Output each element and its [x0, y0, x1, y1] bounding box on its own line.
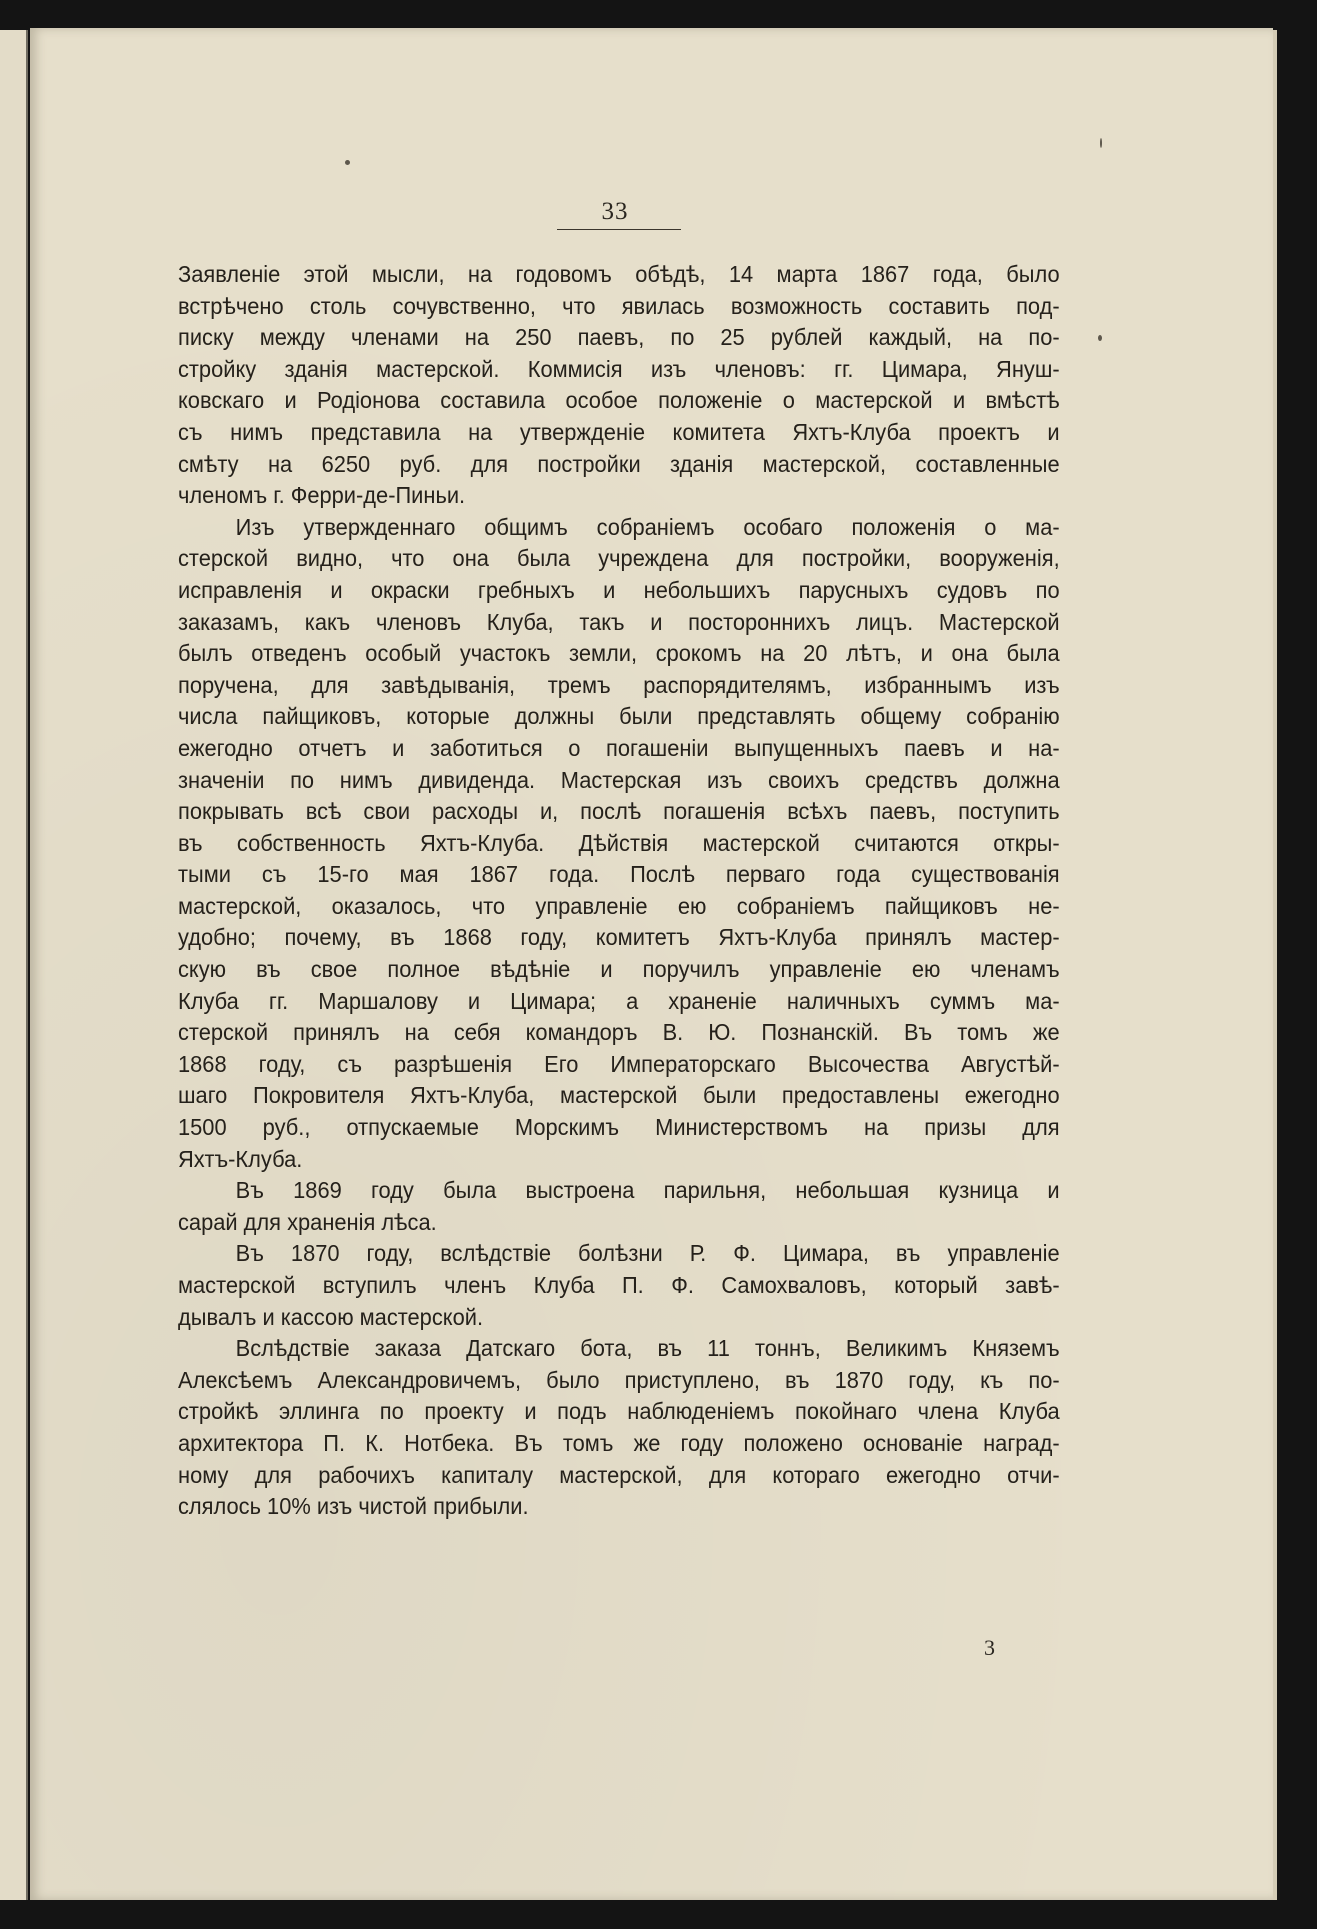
text-line: Алексѣемъ Александровичемъ, было приступлено, въ 1870 году, къ по-	[178, 1366, 1060, 1393]
text-line: тыми съ 15-го мая 1867 года. Послѣ перваго года существованія	[178, 861, 1060, 888]
text-line: значеніи по нимъ дивиденда. Мастерская изъ своихъ средствъ должна	[178, 766, 1060, 793]
text-line: скую въ свое полное вѣдѣніе и поручилъ управленіе ею членамъ	[178, 956, 1060, 983]
text-line: стерской принялъ на себя командоръ В. Ю. Познанскій. Въ томъ же	[178, 1019, 1060, 1046]
paragraph	[178, 1333, 1060, 1523]
paper-speck	[345, 160, 350, 165]
text-line: Въ 1870 году, вслѣдствіе болѣзни Р. Ф. Цимара, въ управленіе	[235, 1240, 1060, 1267]
previous-page-edge	[0, 30, 28, 1900]
text-line: въ собственность Яхтъ-Клуба. Дѣйствія мастерской считаются откры-	[178, 829, 1060, 856]
text-line: Изъ утвержденнаго общимъ собраніемъ особаго положенія о ма-	[235, 513, 1060, 540]
text-line: членомъ г. Ферри-де-Пиньи.	[178, 482, 466, 509]
text-line: ному для рабочихъ капиталу мастерской, для котораго ежегодно отчи-	[178, 1461, 1060, 1488]
text-line: дывалъ и кассою мастерской.	[178, 1303, 484, 1330]
text-line: исправленія и окраски гребныхъ и небольшихъ парусныхъ судовъ по	[178, 576, 1060, 603]
paragraph	[178, 512, 1060, 1175]
text-line: стройкѣ эллинга по проекту и подъ наблюденіемъ покойнаго члена Клуба	[178, 1398, 1060, 1425]
text-line: стерской видно, что она была учреждена для постройки, вооруженія,	[178, 545, 1060, 572]
text-line: шаго Покровителя Яхтъ-Клуба, мастерской были предоставлены ежегодно	[178, 1082, 1060, 1109]
text-line: числа пайщиковъ, которые должны были представлять общему собранію	[178, 703, 1060, 730]
text-line: ежегодно отчетъ и заботиться о погашеніи выпущенныхъ паевъ и на-	[178, 734, 1060, 761]
text-line: смѣту на 6250 руб. для постройки зданія мастерской, составленные	[178, 450, 1060, 477]
text-line: стройку зданія мастерской. Коммисія изъ членовъ: гг. Цимара, Януш-	[178, 355, 1060, 382]
header-rule	[557, 229, 681, 230]
text-line: Яхтъ-Клуба.	[178, 1145, 303, 1172]
page-fore-edge	[1273, 30, 1277, 1900]
text-line: Заявленіе этой мысли, на годовомъ обѣдѣ, 14 марта 1867 года, было	[178, 261, 1060, 287]
paragraph	[178, 1175, 1060, 1238]
text-line: поручена, для завѣдыванія, тремъ распорядителямъ, избраннымъ изъ	[178, 671, 1060, 698]
text-line: 1500 руб., отпускаемые Морскимъ Министерствомъ на призы для	[178, 1114, 1060, 1141]
text-line: мастерской вступилъ членъ Клуба П. Ф. Самохваловъ, который завѣ-	[178, 1272, 1060, 1298]
text-line: Въ 1869 году была выстроена парильня, небольшая кузница и	[235, 1177, 1060, 1204]
text-line: Клуба гг. Маршалову и Цимара; а храненіе наличныхъ суммъ ма-	[178, 987, 1060, 1014]
text-line: удобно; почему, въ 1868 году, комитетъ Яхтъ-Клуба принялъ мастер-	[178, 924, 1060, 951]
page-number: 33	[601, 198, 629, 225]
paper-speck	[1098, 335, 1102, 341]
text-line: заказамъ, какъ членовъ Клуба, такъ и постороннихъ лицъ. Мастерской	[178, 608, 1060, 635]
text-line: сарай для храненія лѣса.	[178, 1208, 437, 1235]
text-line: писку между членами на 250 паевъ, по 25 рублей каждый, на по-	[178, 324, 1060, 351]
text-line: 1868 году, съ разрѣшенія Его Императорскаго Высочества Августѣй-	[178, 1050, 1060, 1077]
text-line: покрывать всѣ свои расходы и, послѣ погашенія всѣхъ паевъ, поступить	[178, 798, 1060, 825]
text-line: слялось 10% изъ чистой прибыли.	[178, 1493, 529, 1520]
text-line: архитектора П. К. Нотбека. Въ томъ же году положено основаніе наград-	[178, 1429, 1060, 1456]
signature-mark: 3	[984, 1635, 995, 1660]
text-line: Вслѣдствіе заказа Датскаго бота, въ 11 тоннъ, Великимъ Княземъ	[235, 1335, 1060, 1362]
text-line: съ нимъ представила на утвержденіе комитета Яхтъ-Клуба проектъ и	[178, 418, 1060, 445]
text-line: ковскаго и Родіонова составила особое положеніе о мастерской и вмѣстѣ	[178, 387, 1060, 414]
text-line: встрѣчено столь сочувственно, что явилась возможность составить под-	[178, 292, 1060, 319]
paragraph	[178, 259, 1060, 512]
paper-speck	[1100, 138, 1102, 148]
text-line: былъ отведенъ особый участокъ земли, срокомъ на 20 лѣтъ, и она была	[178, 640, 1060, 667]
paragraph	[178, 1238, 1060, 1333]
text-line: мастерской, оказалось, что управленіе ею собраніемъ пайщиковъ не-	[178, 892, 1060, 919]
body-text	[178, 259, 1060, 1523]
